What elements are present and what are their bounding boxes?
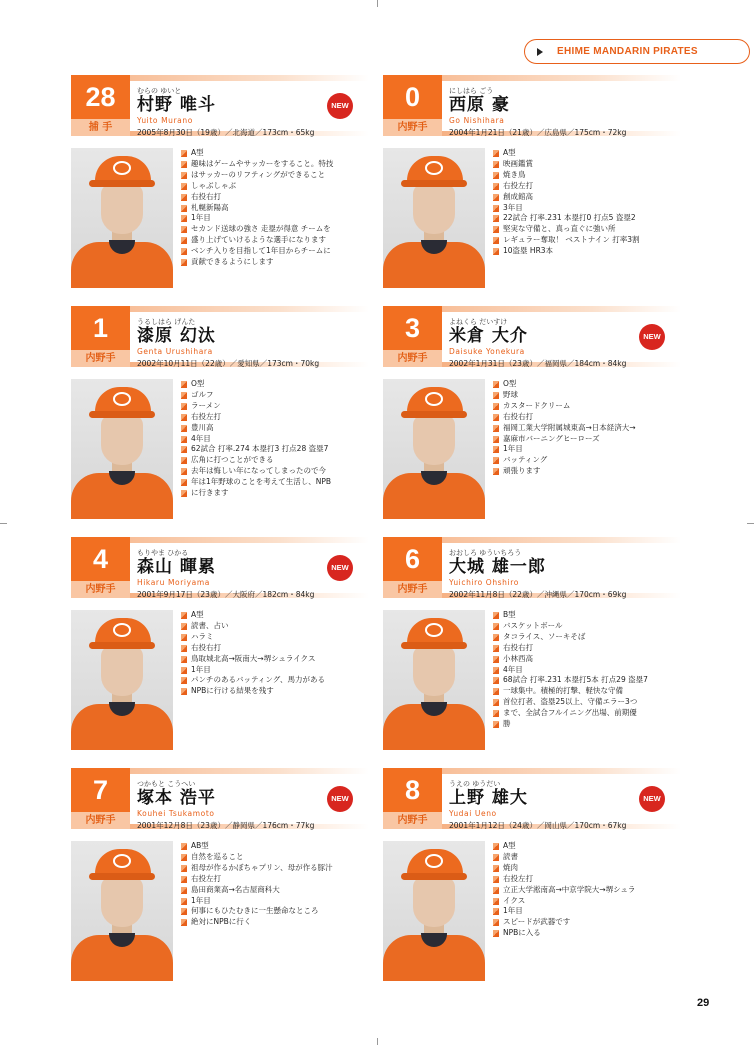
profile-item: 右投右打	[181, 643, 369, 654]
profile-item: タコライス、ソーキそば	[493, 632, 681, 643]
profile-item: 一球集中。積極的打撃、軽快な守備	[493, 686, 681, 697]
profile-item: 鳥取城北高→阪南大→堺シュライクス	[181, 654, 369, 665]
name-furigana: にしはら ごう	[449, 87, 494, 95]
profile-item: 読書、占い	[181, 621, 369, 632]
position-label: 内野手	[85, 584, 116, 595]
cap-logo-icon	[113, 392, 131, 406]
profile-item: 自然を巡ること	[181, 852, 369, 863]
profile-item: 右投右打	[493, 643, 681, 654]
profile-list	[493, 841, 681, 939]
profile-item: 広角に打つことができる	[181, 455, 369, 466]
profile-item: 1年目	[181, 213, 369, 224]
profile-list	[181, 379, 369, 499]
profile-item: 豊川高	[181, 423, 369, 434]
player-bio: 2002年10月11日（22歳）／愛知県／173cm・70kg	[137, 359, 320, 368]
profile-item: 22試合 打率.231 本塁打0 打点5 盗塁2	[493, 213, 681, 224]
profile-item: 1年目	[493, 444, 681, 455]
cap-logo-icon	[425, 623, 443, 637]
crop-mark	[377, 0, 378, 7]
profile-item: 島田商業高→名古屋商科大	[181, 885, 369, 896]
profile-item: 映画鑑賞	[493, 159, 681, 170]
profile-item: 首位打者、盗塁25以上、守備エラー3つ	[493, 697, 681, 708]
name-furigana: よねくら だいすけ	[449, 318, 508, 326]
new-badge: NEW	[639, 786, 665, 812]
profile-item: ゴルフ	[181, 390, 369, 401]
uniform-number: 7	[92, 775, 109, 805]
profile-item: A型	[181, 148, 369, 159]
profile-item: バッティング	[493, 455, 681, 466]
profile-list	[493, 379, 681, 477]
position-label: 内野手	[397, 815, 428, 826]
player-card	[71, 768, 369, 986]
name-romaji: Yudai Ueno	[449, 809, 497, 818]
profile-item: 福岡工業大学附属城東高→日本経済大→	[493, 423, 681, 434]
cap-logo-icon	[113, 854, 131, 868]
player-bio: 2002年11月8日（22歳）／沖縄県／170cm・69kg	[449, 590, 627, 599]
player-name: 漆原 幻汰	[137, 326, 216, 346]
profile-item: 貢献できるようにします	[181, 257, 369, 268]
profile-list	[493, 610, 681, 730]
cap-logo-icon	[113, 623, 131, 637]
player-card	[71, 306, 369, 524]
name-romaji: Yuito Murano	[137, 116, 193, 125]
profile-list	[181, 841, 369, 928]
profile-item: 62試合 打率.274 本塁打3 打点28 盗塁7	[181, 444, 369, 455]
page-number: 29	[697, 997, 710, 1009]
name-furigana: むらの ゆいと	[137, 87, 182, 95]
player-card	[71, 537, 369, 755]
profile-item: 年は1年野球のことを考えて生活し、NPB	[181, 477, 369, 488]
profile-item: ハラミ	[181, 632, 369, 643]
profile-item: 祖母が作るかぼちゃプリン、母が作る豚汁	[181, 863, 369, 874]
uniform-number: 0	[404, 82, 421, 112]
player-bio: 2001年12月8日（23歳）／静岡県／176cm・77kg	[137, 821, 315, 830]
player-name: 大城 雄一郎	[449, 557, 546, 577]
profile-item: 右投左打	[493, 181, 681, 192]
profile-item: カスタードクリーム	[493, 401, 681, 412]
new-badge: NEW	[327, 786, 353, 812]
number-box	[383, 75, 442, 136]
player-photo	[71, 379, 173, 519]
profile-item: 去年は悔しい年になってしまったので今	[181, 466, 369, 477]
number-box	[71, 306, 130, 367]
profile-item: 4年目	[181, 434, 369, 445]
crop-mark	[377, 1038, 378, 1045]
profile-item: A型	[493, 148, 681, 159]
number-box	[71, 537, 130, 598]
crop-mark	[0, 523, 7, 524]
uniform-number: 28	[85, 82, 116, 112]
number-box	[71, 75, 130, 136]
profile-item: パンチのあるバッティング、馬力がある	[181, 675, 369, 686]
profile-item: A型	[493, 841, 681, 852]
player-card	[383, 306, 681, 524]
name-furigana: おおしろ ゆういちろう	[449, 549, 522, 557]
name-furigana: もりやま ひかる	[137, 549, 189, 557]
new-badge: NEW	[327, 555, 353, 581]
profile-list	[181, 148, 369, 268]
profile-item: 68試合 打率.231 本塁打5本 打点29 盗塁7	[493, 675, 681, 686]
profile-item: NPBに入る	[493, 928, 681, 939]
profile-item: 小林西高	[493, 654, 681, 665]
profile-item: 勝	[493, 719, 681, 730]
name-romaji: Hikaru Moriyama	[137, 578, 210, 587]
profile-item: 堅実な守備と、真っ直ぐに強い所	[493, 224, 681, 235]
triangle-icon	[537, 48, 543, 56]
profile-item: ラーメン	[181, 401, 369, 412]
cap-logo-icon	[425, 161, 443, 175]
profile-item: まで、全試合フルイニング出場、前期優	[493, 708, 681, 719]
new-badge: NEW	[639, 324, 665, 350]
number-box	[383, 306, 442, 367]
profile-item: 創成館高	[493, 192, 681, 203]
player-photo	[71, 841, 173, 981]
profile-item: イクス	[493, 896, 681, 907]
profile-item: バスケットボール	[493, 621, 681, 632]
player-bio: 2001年9月17日（23歳）／大阪府／182cm・84kg	[137, 590, 315, 599]
name-romaji: Daisuke Yonekura	[449, 347, 525, 356]
team-name: EHIME MANDARIN PIRATES	[557, 46, 698, 57]
profile-item: 10盗塁 HR3本	[493, 246, 681, 257]
name-romaji: Kouhei Tsukamoto	[137, 809, 215, 818]
player-bio: 2002年1月31日（23歳）／福岡県／184cm・84kg	[449, 359, 627, 368]
player-name: 米倉 大介	[449, 326, 528, 346]
player-name: 塚本 浩平	[137, 788, 216, 808]
name-furigana: つかもと こうへい	[137, 780, 196, 788]
profile-item: 3年目	[493, 203, 681, 214]
uniform-number: 3	[404, 313, 421, 343]
uniform-number: 4	[92, 544, 109, 574]
uniform-number: 1	[92, 313, 109, 343]
profile-item: NPBに行ける結果を残す	[181, 686, 369, 697]
player-bio: 2005年8月30日（19歳）／北海道／173cm・65kg	[137, 128, 315, 137]
profile-item: 右投左打	[181, 412, 369, 423]
uniform-number: 6	[404, 544, 421, 574]
cap-logo-icon	[113, 161, 131, 175]
position-label: 内野手	[397, 122, 428, 133]
player-photo	[383, 148, 485, 288]
position-label: 内野手	[85, 353, 116, 364]
player-photo	[71, 610, 173, 750]
profile-item: 焼き鳥	[493, 170, 681, 181]
profile-item: 焼肉	[493, 863, 681, 874]
profile-item: 盛り上げていけるような選手になります	[181, 235, 369, 246]
new-badge: NEW	[327, 93, 353, 119]
player-photo	[383, 610, 485, 750]
position-label: 内野手	[397, 584, 428, 595]
player-name: 村野 唯斗	[137, 95, 216, 115]
player-bio: 2004年1月21日（21歳）／広島県／175cm・72kg	[449, 128, 627, 137]
number-box	[71, 768, 130, 829]
player-name: 森山 暉累	[137, 557, 216, 577]
profile-item: 1年目	[181, 665, 369, 676]
profile-item: ベンチ入りを目指して1年目からチームに	[181, 246, 369, 257]
profile-item: 1年目	[181, 896, 369, 907]
profile-item: B型	[493, 610, 681, 621]
player-card	[71, 75, 369, 293]
profile-list	[181, 610, 369, 697]
profile-item: しゃぶしゃぶ	[181, 181, 369, 192]
profile-item: レギュラー奪取！ ベストナイン 打率3割	[493, 235, 681, 246]
cap-logo-icon	[425, 854, 443, 868]
player-photo	[383, 841, 485, 981]
player-name: 西原 豪	[449, 95, 510, 115]
profile-item: 立正大学淞南高→中京学院大→堺シュラ	[493, 885, 681, 896]
profile-item: セカンド送球の強さ 走塁が得意 チームを	[181, 224, 369, 235]
profile-item: 1年目	[493, 906, 681, 917]
profile-item: 何事にもひたむきに一生懸命なところ	[181, 906, 369, 917]
name-furigana: うるしはら げんた	[137, 318, 196, 326]
profile-item: AB型	[181, 841, 369, 852]
number-box	[383, 768, 442, 829]
player-photo	[383, 379, 485, 519]
player-bio: 2001年1月12日（24歳）／岡山県／170cm・67kg	[449, 821, 627, 830]
player-card	[383, 768, 681, 986]
profile-item: A型	[181, 610, 369, 621]
name-furigana: うえの ゆうだい	[449, 780, 501, 788]
profile-item: はサッカーのリフティングができること	[181, 170, 369, 181]
profile-item: 右投右打	[493, 412, 681, 423]
profile-item: スピードが武器です	[493, 917, 681, 928]
profile-item: 読書	[493, 852, 681, 863]
player-card	[383, 537, 681, 755]
profile-item: 頑張ります	[493, 466, 681, 477]
crop-mark	[747, 523, 754, 524]
name-romaji: Genta Urushihara	[137, 347, 213, 356]
profile-item: 野球	[493, 390, 681, 401]
profile-item: O型	[493, 379, 681, 390]
profile-item: 札幌新陽高	[181, 203, 369, 214]
player-name: 上野 雄大	[449, 788, 528, 808]
team-tag	[524, 39, 750, 64]
profile-item: 右投右打	[181, 192, 369, 203]
name-romaji: Yuichiro Ohshiro	[449, 578, 519, 587]
profile-item: O型	[181, 379, 369, 390]
position-label: 内野手	[85, 815, 116, 826]
profile-item: 趣味はゲームやサッカーをすること。特技	[181, 159, 369, 170]
player-photo	[71, 148, 173, 288]
profile-list	[493, 148, 681, 257]
position-label: 内野手	[397, 353, 428, 364]
uniform-number: 8	[404, 775, 421, 805]
profile-item: 絶対にNPBに行く	[181, 917, 369, 928]
profile-item: に行きます	[181, 488, 369, 499]
profile-item: 4年目	[493, 665, 681, 676]
profile-item: 右投左打	[181, 874, 369, 885]
number-box	[383, 537, 442, 598]
player-card	[383, 75, 681, 293]
position-label: 捕 手	[88, 122, 113, 133]
cap-logo-icon	[425, 392, 443, 406]
profile-item: 嘉麻市バーニングヒーローズ	[493, 434, 681, 445]
name-romaji: Go Nishihara	[449, 116, 505, 125]
profile-item: 右投左打	[493, 874, 681, 885]
